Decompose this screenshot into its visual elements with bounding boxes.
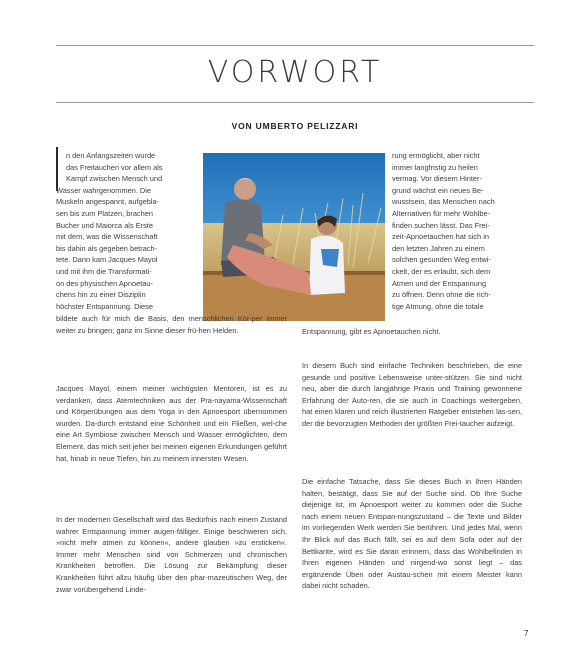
- text-line: n den Anfangszeiten wurde: [66, 151, 156, 160]
- paragraph-mayol: Jacques Mayol, einem meiner wichtigsten Mentoren, ist es zu verdanken, dass Atemtechniken aus der Pra-nayama-Wissenschaft und Körperübungen aus dem Yoga in den Apnoesport übernommen wurden. Da-durch entstand eine Schönheit und ein Fließen, wel-che eine Art Symbiose zwischen Mensch und Wasser ermöglichten, dem Element, das mich seit jeher bei meinen eigenen Erkundungen geführt hat, hinab in neue Tiefen, hin zu meinem innersten Wesen.: [56, 384, 287, 463]
- text-line: tete. Dann kam Jacques Mayol: [56, 255, 158, 265]
- intro-right-continuation: Entspannung, gibt es Apnoetauchen nicht.: [302, 327, 441, 336]
- text-line: solchen gesunden Weg entwi-: [392, 255, 491, 265]
- paragraph-society: In der modernen Gesellschaft wird das Bedürfnis nach einem Zustand wahrer Entspannung immer augen-fälliger. Einige beschweren sich, »nicht mehr atmen zu können«, andere glauben »zu ersticken«. Immer mehr Menschen sind von Schmerzen und chronischen Krankheiten betroffen. Die Lösung zur Bekämpfung dieser Krankheiten führt allzu häufig über den phar-mazeutischen Weg, der zwar vorübergehend Linde-: [56, 515, 287, 594]
- text-line: sen bis zum Platzen, brachen: [56, 208, 153, 218]
- paragraph-search: Die einfache Tatsache, dass Sie dieses Buch in Ihren Händen halten, bestätigt, dass Sie auf der Suche sind. Ob Ihre Suche diejenige ist, im Apnoesport weiter zu kommen oder die Suche nach einem neuen Entspan-nungszustand – die Texte und Bilder im vorliegenden Werk werden Sie berühren. Und jedes Mal, wenn Ihr Blick auf das Buch fällt, sei es auf dem Sofa oder auf der Bettkante, wird es Sie daran erinnern, dass das Wohlbefinden in Ihren eigenen Händen und nirgend-wo sonst liegt – das ergänzende Üben oder Austau-schen mit einem Meister kann dabei nicht schaden.: [302, 477, 522, 591]
- bottom-rule: [56, 102, 534, 103]
- page-number: 7: [524, 629, 529, 638]
- freediver-photo: [203, 153, 385, 321]
- text-line: Muskeln angespannt, aufgebla-: [56, 197, 160, 207]
- text-line: tige Atmung, ohne die totale: [392, 301, 484, 311]
- text-line: on des physischen Apnoetau-: [56, 278, 153, 288]
- text-line: wusstsein, das Menschen nach: [392, 197, 495, 207]
- author-byline: VON UMBERTO PELIZZARI: [231, 121, 359, 131]
- text-line: Atmen und der Entspannung: [392, 278, 487, 288]
- intro-right-column: [392, 150, 522, 312]
- text-line: ckelt, der es erlaubt, sich dem: [392, 266, 491, 276]
- text-line: immer langfristig zu heilen: [392, 162, 478, 172]
- top-rule: [56, 45, 534, 46]
- text-line: den letzten Jahren zu einem: [392, 243, 485, 253]
- text-line: Bucher und Maiorca als Erste: [56, 220, 153, 230]
- text-line: mit dem, was die Wissenschaft: [56, 232, 158, 242]
- paragraph-book: In diesem Buch sind einfache Techniken beschrieben, die eine gesunde und positive Lebensweise unter-stützen. Sie sind nicht neu, aber die durch langjährige Praxis und Training gewonnene Erfahrung der Auto-ren, die sie auch in Coachings weitergeben, hat einen klaren und reich illustrierten Ratgeber entstehen las-sen, der die bevorzugten Methoden der größten Frei-taucher aufzeigt.: [302, 361, 522, 428]
- text-line: und mit ihm die Transformati-: [56, 266, 152, 276]
- page-title: VORWORT: [207, 55, 383, 90]
- text-line: bis dahin als gegeben betrach-: [56, 243, 158, 253]
- text-line: Kampf zwischen Mensch und: [66, 174, 163, 184]
- text-line: vermag. Vor diesem Hinter-: [392, 174, 482, 184]
- intro-left-continuation: bildete auch für mich die Basis, den menschlichen Kör-per immer weiter zu bringen; ganz im Sinne dieser frü-hen Helden.: [56, 314, 287, 335]
- intro-left-column: [56, 150, 200, 312]
- text-line: zeit-Apnoetauchen hat sich in: [392, 232, 489, 242]
- text-line: chens hin zu einer Disziplin: [56, 290, 146, 300]
- text-line: das Freitauchen vor allem als: [66, 162, 163, 172]
- text-line: Alternativen für mehr Wohlbe-: [392, 208, 491, 218]
- text-line: finden suchen lässt. Das Frei-: [392, 220, 490, 230]
- text-line: höchster Entspannung. Diese: [56, 301, 153, 311]
- text-line: Wasser wahrgenommen. Die: [56, 185, 152, 195]
- text-line: grund wächst ein neues Be-: [392, 185, 484, 195]
- text-line: zu öffnen. Denn ohne die rich-: [392, 290, 491, 300]
- text-line: rung ermöglicht, aber nicht: [392, 151, 480, 160]
